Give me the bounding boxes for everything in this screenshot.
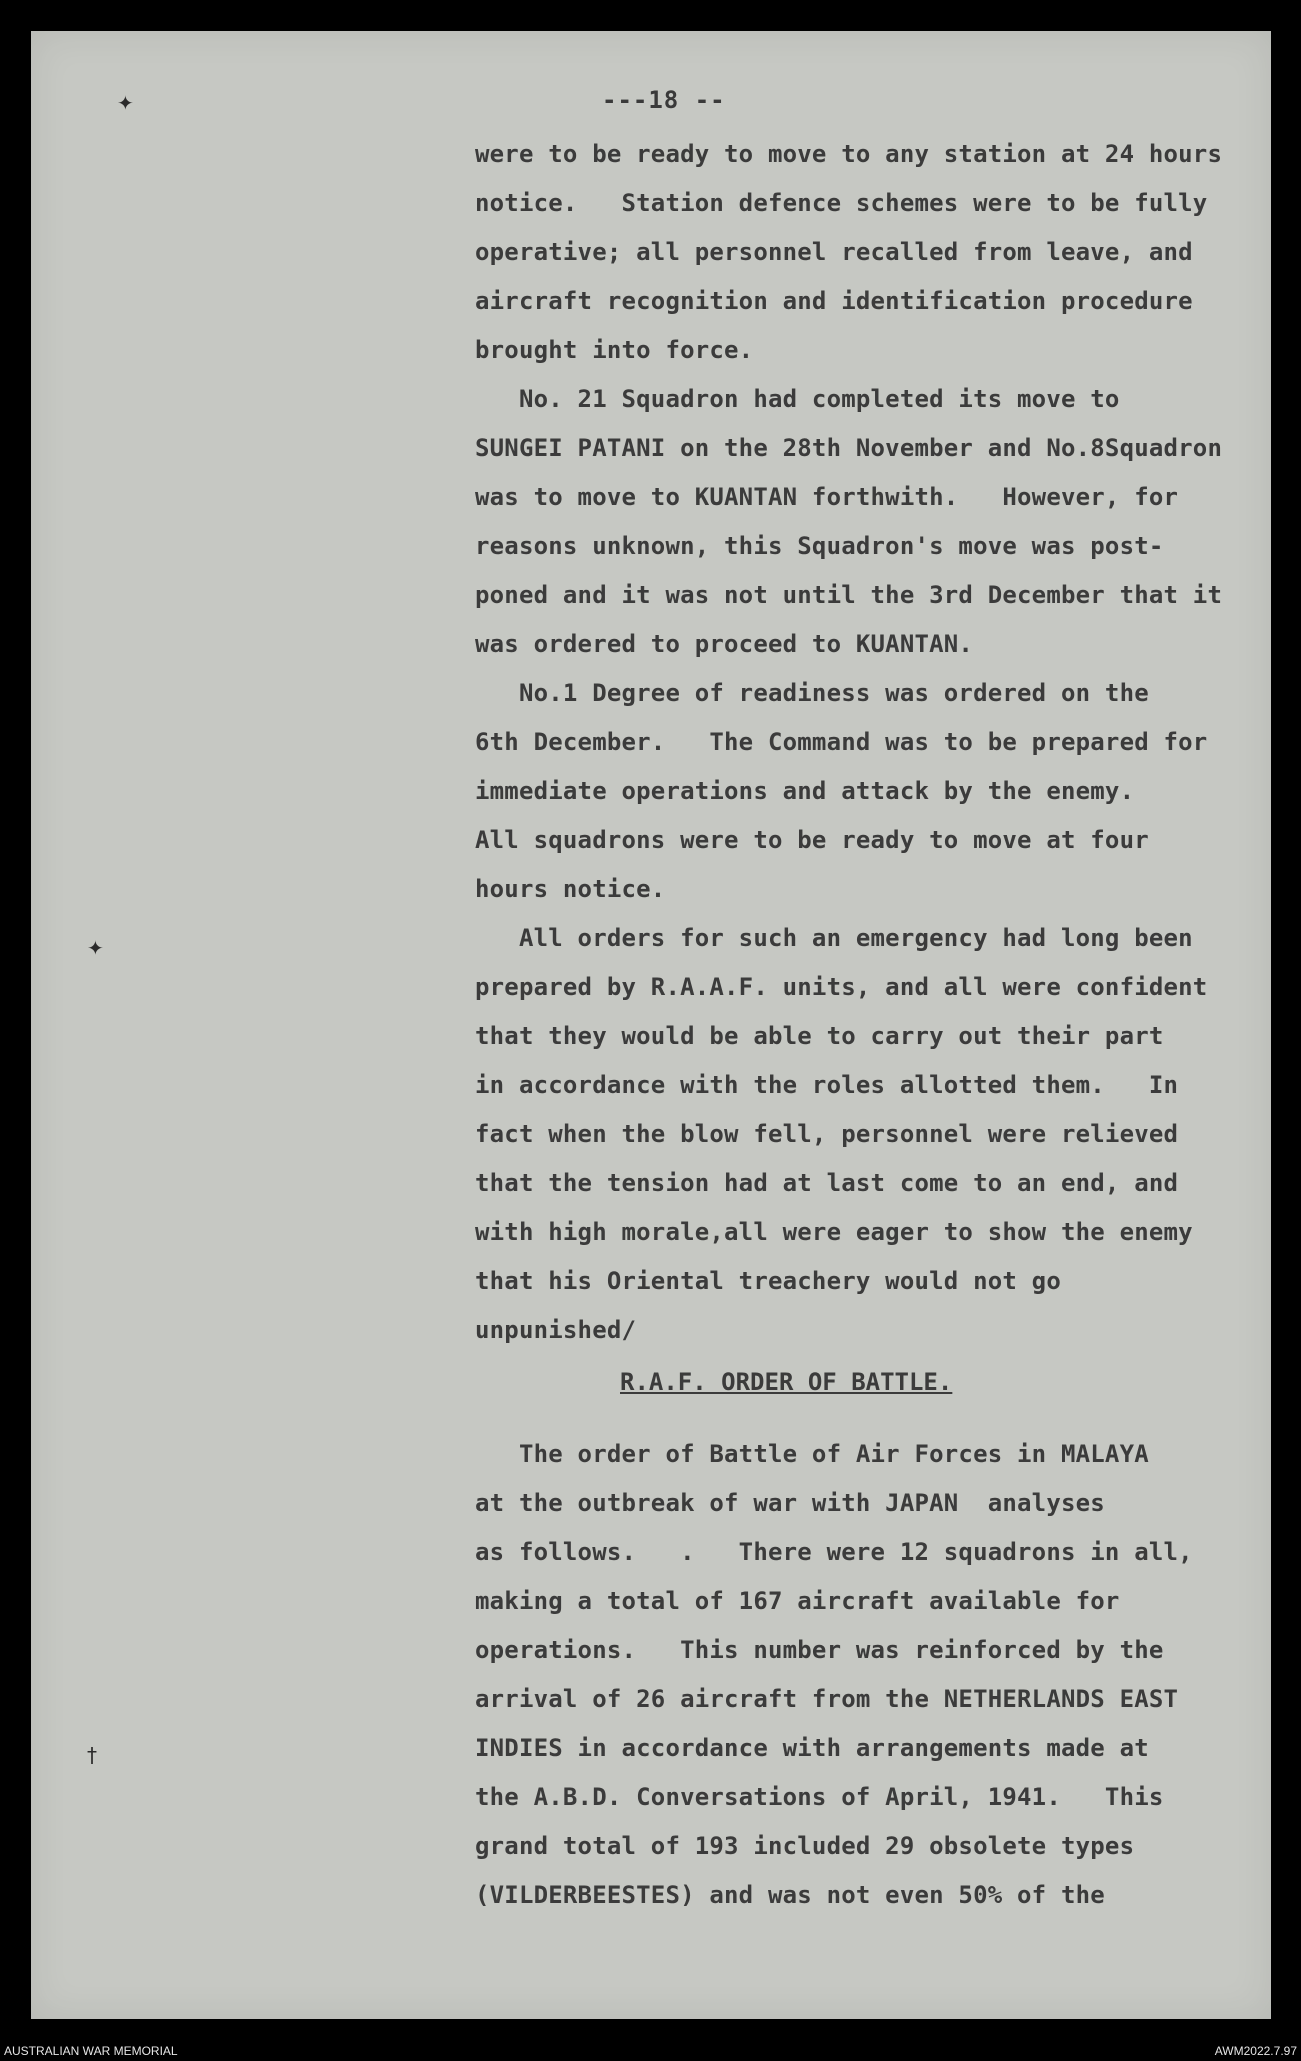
text-line: that they would be able to carry out their part — [475, 1022, 1164, 1050]
text-line: were to be ready to move to any station at 24 hours — [475, 140, 1223, 168]
text-line: was to move to KUANTAN forthwith. However, for — [475, 483, 1179, 511]
text-line: operative; all personnel recalled from leave, and — [475, 238, 1193, 266]
text-line: arrival of 26 aircraft from the NETHERLANDS EAST — [475, 1685, 1179, 1713]
text-line: in accordance with the roles allotted them. In — [475, 1071, 1179, 1099]
text-line: INDIES in accordance with arrangements made at — [475, 1734, 1149, 1762]
text-line: immediate operations and attack by the enemy. — [475, 777, 1135, 805]
text-line: aircraft recognition and identification procedure — [475, 287, 1193, 315]
text-line: SUNGEI PATANI on the 28th November and No.8Squadron — [475, 434, 1223, 462]
punch-hole-mark: ✦ — [87, 936, 104, 960]
text-line: prepared by R.A.A.F. units, and all were confident — [475, 973, 1208, 1001]
text-line: hours notice. — [475, 875, 666, 903]
text-line: making a total of 167 aircraft available for — [475, 1587, 1120, 1615]
text-line: brought into force. — [475, 336, 754, 364]
text-line: with high morale,all were eager to show the enemy — [475, 1218, 1193, 1246]
text-line: grand total of 193 included 29 obsolete types — [475, 1832, 1135, 1860]
text-line: operations. This number was reinforced by the — [475, 1636, 1164, 1664]
text-line: that his Oriental treachery would not go — [475, 1267, 1061, 1295]
text-line: fact when the blow fell, personnel were relieved — [475, 1120, 1179, 1148]
punch-hole-mark: † — [87, 1743, 97, 1767]
text-line: All squadrons were to be ready to move at four — [475, 826, 1149, 854]
text-line: No. 21 Squadron had completed its move to — [475, 385, 1120, 413]
text-line: reasons unknown, this Squadron's move was post- — [475, 532, 1164, 560]
text-line: unpunished/ — [475, 1316, 637, 1344]
text-line: notice. Station defence schemes were to be fully — [475, 189, 1208, 217]
text-line: was ordered to proceed to KUANTAN. — [475, 630, 974, 658]
text-line: poned and it was not until the 3rd December that it — [475, 581, 1223, 609]
text-line: as follows. . There were 12 squadrons in all, — [475, 1538, 1193, 1566]
text-line: 6th December. The Command was to be prepared for — [475, 728, 1208, 756]
punch-hole-mark: ✦ — [117, 91, 134, 115]
page-number: ---18 -- — [602, 86, 726, 114]
text-line: at the outbreak of war with JAPAN analyses — [475, 1489, 1105, 1517]
text-line: the A.B.D. Conversations of April, 1941. This — [475, 1783, 1164, 1811]
text-line: that the tension had at last come to an end, and — [475, 1169, 1179, 1197]
text-line: The order of Battle of Air Forces in MALAYA — [475, 1440, 1149, 1468]
footer-accession-number: AWM2022.7.97 — [1214, 2044, 1297, 2058]
text-line: All orders for such an emergency had long been — [475, 924, 1193, 952]
text-line: No.1 Degree of readiness was ordered on the — [475, 679, 1149, 707]
text-line: (VILDERBEESTES) and was not even 50% of the — [475, 1881, 1105, 1909]
footer-credit: AUSTRALIAN WAR MEMORIAL — [4, 2044, 178, 2058]
section-heading: R.A.F. ORDER OF BATTLE. — [620, 1368, 953, 1396]
